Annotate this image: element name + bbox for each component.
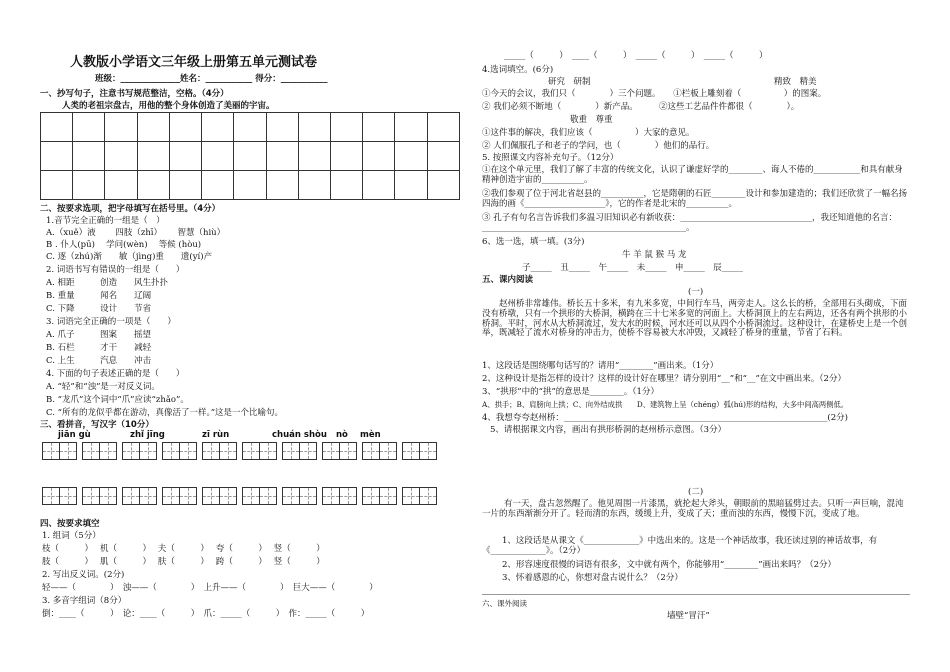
tianzi-box-pair[interactable] — [43, 487, 77, 505]
word-choices: 研究 研制 — [548, 77, 591, 87]
fill-row: 肢（ ） 肌（ ） 肤（ ） 跨（ ） 竖（ ） — [42, 557, 325, 567]
fill-paragraph: ③ 孔子有句名言告诉我们多温习旧知识必有新收获：_______________________________，我还知道他的名言：________________________________________________。 — [482, 213, 897, 233]
question-text: 1.音节完全正确的一组是（ ） — [46, 216, 165, 226]
question-text: 3. 多音字组词（8分） — [42, 596, 127, 606]
tianzi-box-pair[interactable] — [323, 487, 357, 505]
zodiac-fill: 子_____ 丑_____ 午_____ 未_____ 申_____ 辰_____ — [522, 263, 744, 273]
fill-row: _____（ ） ____（ ） _____（ ） _____（ ） — [504, 51, 768, 61]
pinyin-label: chuán shòu — [272, 430, 327, 440]
fill-row: 轻——（ ） 浊——（ ） 上升——（ ） 巨大——（ ） — [42, 583, 378, 593]
tianzi-box-pair[interactable] — [123, 487, 157, 505]
tianzi-box-pair[interactable] — [363, 442, 397, 460]
option-text: B . 仆人(pū) 学问(wèn) 等候 (hòu) — [46, 240, 202, 250]
fill-row: ② 我们必须不断地（ ）新产品。 ②这些工艺品件件都很（ ）。 — [482, 102, 800, 112]
tianzi-box-pair[interactable] — [43, 442, 77, 460]
question-text: 2、这种设计是指怎样的设计？这样的设计好在哪里？请分别用“__”和“__”在文中画出来。（2分） — [482, 374, 846, 384]
tianzi-box-pair[interactable] — [243, 442, 277, 460]
option-text: A、拱手；B、肩膀向上拱；C、向外结成拱 D、建筑物上呈（chéng）弧(hú)形的结构，大多中间高两侧低。 — [482, 400, 849, 409]
tianzi-box-pair[interactable] — [163, 442, 197, 460]
question-text: 4. 下面的句子表述正确的是（ ） — [46, 369, 185, 379]
option-text: C. 逐（zhú)渐 敏（jìng)重 遗(yí)产 — [46, 252, 213, 262]
option-text: A.（xuě）液 四肢（zhī） 智慧（hiù） — [46, 228, 226, 238]
tianzi-box-pair[interactable] — [283, 442, 317, 460]
passage-part-label: (一) — [688, 287, 704, 297]
option-text: A. 相距 创造 风生扑扑 — [46, 278, 169, 288]
question-text: 2、形容速度很慢的词语有很多，文中就有两个，你能够用“________”画出来吗？（2分） — [502, 560, 837, 570]
copy-sentence: 人类的老祖宗盘古，用他的整个身体创造了美丽的宇宙。 — [62, 101, 275, 111]
divider — [482, 594, 910, 595]
option-text: B. “龙爪”这个词中“爪”应读“zhǎo”。 — [46, 395, 189, 405]
question-text: 4.选词填空。(6分) — [482, 65, 554, 75]
pinyin-label: nò — [336, 430, 348, 440]
tianzi-box-pair[interactable] — [403, 487, 437, 505]
pinyin-label: mèn — [360, 430, 381, 440]
section-6-heading: 六、课外阅读 — [482, 599, 527, 608]
section-5-heading: 五、课内阅读 — [482, 275, 534, 285]
reading-passage: 有一天，盘古忽然醒了。他见周围一片漆黑，就抡起大斧头，朝眼前的黑暗猛劈过去。只听一声巨响，混沌一片的东西渐渐分开了。轻而清的东西，缓缓上升，变成了天；重而浊的东西，慢慢下沉，变成了地。 — [482, 499, 904, 519]
fill-paragraph: ①在这个单元里，我们了解了丰富的传统文化，认识了谦虚好学的________、诲人不倦的___________和具有献身精神创造宇宙的__________。 — [482, 165, 903, 185]
question-text: 5. 按照课文内容补充句子。（12分） — [482, 153, 619, 163]
fill-row: 倒：____（ ） 论：____（ ） 爪：_____（ ） 作：_____（ ） — [42, 609, 370, 619]
option-text: C. “所有的龙似乎都在游动，真像活了一样。”这是一个比喻句。 — [46, 408, 284, 418]
tianzi-box-pair[interactable] — [323, 442, 357, 460]
section-4-heading: 四、按要求填空 — [40, 519, 100, 529]
question-text: 5、请根据课文内容，画出有拱形桥洞的赵州桥示意图。（3分） — [490, 425, 727, 435]
option-text: C. 上生 汽息 冲击 — [46, 356, 152, 366]
copy-writing-grid[interactable] — [40, 112, 460, 200]
tianzi-box-pair[interactable] — [283, 487, 317, 505]
fill-row: ② 人们佩服孔子和老子的学问，也（ ）他们的品行。 — [482, 141, 715, 151]
pinyin-label: jiān gù — [58, 430, 91, 440]
tianzi-box-pair[interactable] — [83, 487, 117, 505]
option-text: A. 爪子 图案 摇望 — [46, 330, 152, 340]
page-title: 人教版小学语文三年级上册第五单元测试卷 — [70, 55, 318, 70]
fill-row: ①这件事的解决，我们应该（ ）大家的意见。 — [482, 128, 695, 138]
passage-title: 墙壁“冒汗” — [667, 611, 710, 621]
fill-row: 枝（ ） 机（ ） 夫（ ） 夸（ ） 竖（ ） — [42, 544, 325, 554]
section-2-heading: 二、按要求选项，把字母填写在括号里。（4分） — [40, 204, 221, 214]
pinyin-label: zhǐ jīng — [130, 430, 165, 440]
question-text: 1. 组词（5分） — [42, 531, 101, 541]
tianzi-box-pair[interactable] — [203, 442, 237, 460]
question-text: 3. 词语完全正确的一项是（ ） — [46, 317, 176, 327]
tianzi-box-pair[interactable] — [203, 487, 237, 505]
option-text: B. 石栏 才干 减轻 — [46, 343, 152, 353]
option-text: C. 下降 设计 节省 — [46, 304, 152, 314]
tianzi-box-pair[interactable] — [243, 487, 277, 505]
word-choices: 精致 精美 — [774, 77, 817, 87]
fill-row: ①今天的会议，我们只（ ）三个问题。 ①栏板上雕刻着（ ）的图案。 — [482, 89, 827, 99]
section-3-heading: 三、看拼音，写汉字（10分） — [40, 420, 154, 430]
question-text: 1、这段话是从课文《_____________》中选出来的。这是一个神话故事，我还读过别的神话故事，有《_____________》。（2分） — [482, 536, 878, 556]
tianzi-box-pair[interactable] — [403, 442, 437, 460]
tianzi-box-pair[interactable] — [163, 487, 197, 505]
fill-paragraph: ②我们参观了位于河北省赵县的__________，它是隋朝的石匠________设计和参加建造的；我们还欣赏了一幅名扬四海的画《___________________》，它的作者是北宋的__________。 — [482, 189, 908, 209]
tianzi-box-pair[interactable] — [123, 442, 157, 460]
tianzi-box-pair[interactable] — [363, 487, 397, 505]
question-text: 3、怀着感恩的心，你想对盘古说什么？（2分） — [502, 573, 683, 583]
option-text: A. “轻”和“浊”是一对反义词。 — [46, 382, 160, 392]
question-text: 2. 写出反义词。(2分) — [42, 570, 125, 580]
reading-passage: 赵州桥非常雄伟。桥长五十多米，有九米多宽，中间行车马，两旁走人。这么长的桥，全部用石头砌成，下面没有桥墩，只有一个拱形的大桥洞，横跨在三十七米多宽的河面上。大桥洞顶上的左右两边，还各有两个拱形的小桥洞。平时，河水从大桥洞流过，发大水的时候，河水还可以从四个小桥洞流过。这种设计，在建桥史上是一个创举，既减轻了流水对桥身的冲击力，使桥不容易被大水冲毁，又减轻了桥身的重量，节省了石料。 — [482, 299, 908, 339]
section-1-heading: 一、抄写句子，注意书写规范整洁，空格。（4分） — [40, 89, 229, 99]
question-text: 1、这段话是围绕哪句话写的？请用“________”画出来。（1分） — [482, 361, 719, 371]
option-text: B. 重量 闻名 辽阔 — [46, 291, 152, 301]
question-text: 4、我想夸夸赵州桥：______________________________________________________________(2分) — [482, 413, 848, 423]
question-text: 6、选一选，填一填。(3分) — [482, 237, 585, 247]
pinyin-label: zī rùn — [202, 430, 230, 440]
animal-list: 牛 羊 鼠 猴 马 龙 — [622, 250, 687, 260]
student-info: 班级：______________姓名：___________ 得分：___________ — [95, 74, 328, 84]
passage-part-label: (二) — [688, 487, 704, 497]
tianzi-box-pair[interactable] — [83, 442, 117, 460]
word-choices: 敬重 尊重 — [570, 115, 613, 125]
question-text: 2. 词语书写有错误的一组是（ ） — [46, 265, 185, 275]
question-text: 3、“拱形”中的“拱”的意思是________。（1分） — [482, 387, 659, 397]
